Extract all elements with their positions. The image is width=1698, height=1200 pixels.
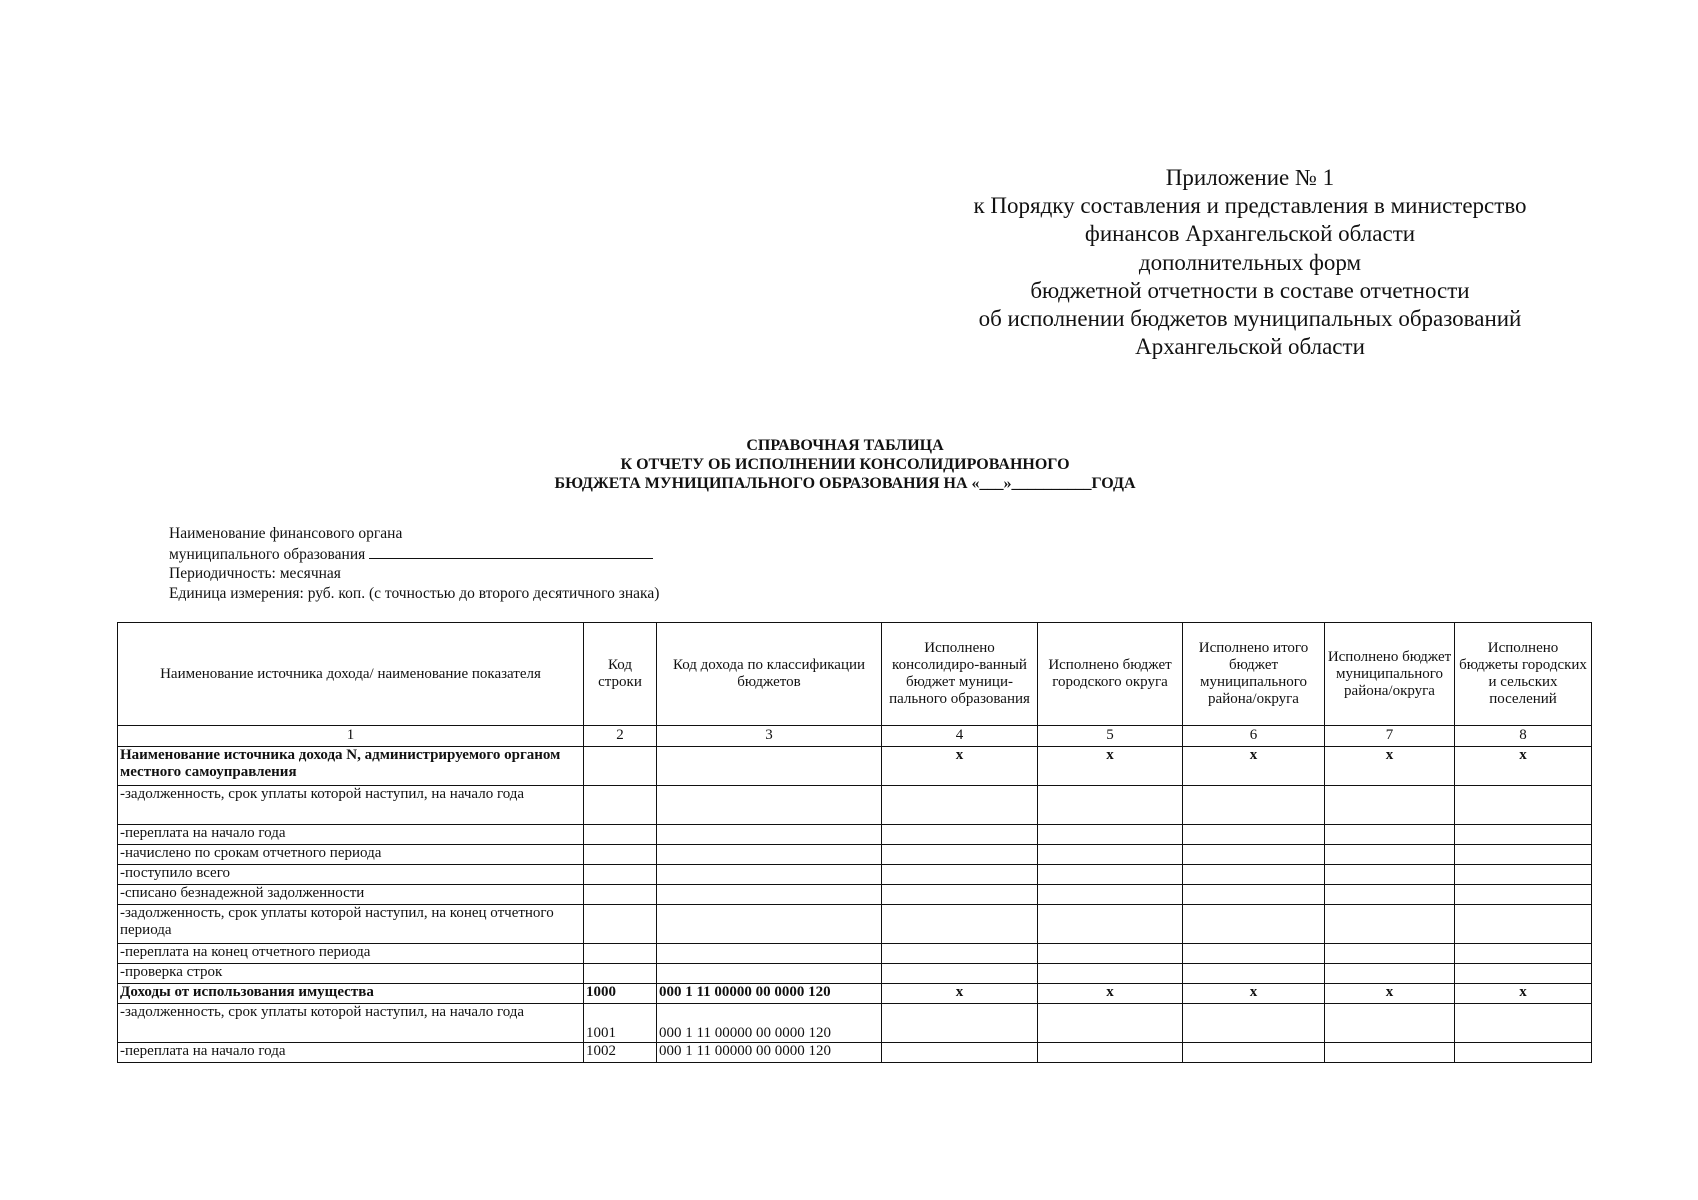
row-code[interactable] [584, 964, 657, 984]
cell-col7[interactable] [1325, 1043, 1455, 1063]
appendix-line: дополнительных форм [1138, 249, 1362, 275]
reference-table [117, 622, 1592, 1063]
appendix-line: бюджетной отчетности в составе отчетности [1030, 277, 1470, 303]
row-code: 1002 [584, 1043, 657, 1063]
row-kbk[interactable] [657, 786, 882, 825]
cell-col5[interactable] [1038, 1004, 1183, 1043]
row-kbk[interactable] [657, 964, 882, 984]
cell-col5[interactable] [1038, 885, 1183, 905]
row-name: -переплата на конец отчетного периода [118, 944, 584, 964]
row-code[interactable] [584, 865, 657, 885]
table-row [118, 984, 1592, 1004]
row-kbk[interactable] [657, 747, 882, 786]
row-name: -начислено по срокам отчетного периода [118, 845, 584, 865]
cell-col4[interactable] [882, 905, 1038, 944]
table-row [118, 786, 1592, 825]
col-header: Исполнено бюджеты городских и сельских поселений [1455, 623, 1592, 726]
row-code[interactable] [584, 845, 657, 865]
cell-col8[interactable] [1455, 825, 1592, 845]
cell-col5[interactable] [1038, 944, 1183, 964]
cell-col7[interactable] [1325, 845, 1455, 865]
col-header: Код дохода по классификации бюджетов [657, 623, 882, 726]
col-header: Код строки [584, 623, 657, 726]
cell-col8[interactable] [1455, 1004, 1592, 1043]
row-code: 1000 [584, 984, 657, 1004]
cell-col8[interactable] [1455, 964, 1592, 984]
cell-col4: х [882, 984, 1038, 1004]
cell-col6[interactable] [1183, 964, 1325, 984]
row-code[interactable] [584, 944, 657, 964]
col-header: Исполнено бюджет муниципального района/округа [1325, 623, 1455, 726]
cell-col6[interactable] [1183, 825, 1325, 845]
meta-municipality-label: муниципального образования [169, 545, 366, 563]
cell-col6[interactable] [1183, 1043, 1325, 1063]
table-row [118, 1004, 1592, 1043]
col-number: 2 [584, 726, 657, 747]
row-name: -задолженность, срок уплаты которой наступил, на начало года [118, 786, 584, 825]
row-name: -задолженность, срок уплаты которой наступил, на конец отчетного периода [118, 905, 584, 944]
cell-col6[interactable] [1183, 905, 1325, 944]
cell-col8[interactable] [1455, 865, 1592, 885]
col-header: Исполнено итого бюджет муниципального района/округа [1183, 623, 1325, 726]
col-number: 8 [1455, 726, 1592, 747]
row-name: Наименование источника дохода N, администрируемого органом местного самоуправления [118, 747, 584, 786]
cell-col6[interactable] [1183, 885, 1325, 905]
cell-col8: х [1455, 984, 1592, 1004]
row-kbk[interactable] [657, 865, 882, 885]
row-kbk[interactable] [657, 845, 882, 865]
cell-col5[interactable] [1038, 964, 1183, 984]
cell-col4[interactable] [882, 944, 1038, 964]
cell-col4: х [882, 747, 1038, 786]
cell-col7[interactable] [1325, 944, 1455, 964]
cell-col8[interactable] [1455, 905, 1592, 944]
col-number: 4 [882, 726, 1038, 747]
cell-col6[interactable] [1183, 865, 1325, 885]
cell-col8[interactable] [1455, 885, 1592, 905]
row-kbk: 000 1 11 00000 00 0000 120 [657, 984, 882, 1004]
cell-col5[interactable] [1038, 905, 1183, 944]
cell-col7[interactable] [1325, 786, 1455, 825]
table-row [118, 747, 1592, 786]
fill-in-line [369, 544, 653, 559]
row-name: -проверка строк [118, 964, 584, 984]
row-kbk[interactable] [657, 944, 882, 964]
meta-municipality-row [169, 544, 659, 565]
table-row [118, 905, 1592, 944]
cell-col8: х [1455, 747, 1592, 786]
col-header: Исполнено бюджет городского округа [1038, 623, 1183, 726]
title-line: К ОТЧЕТУ ОБ ИСПОЛНЕНИИ КОНСОЛИДИРОВАННОГО [620, 456, 1070, 473]
appendix-header [880, 164, 1620, 361]
document-title [400, 436, 1290, 493]
col-number: 1 [118, 726, 584, 747]
row-code[interactable] [584, 786, 657, 825]
cell-col5[interactable] [1038, 865, 1183, 885]
col-header: Наименование источника дохода/ наименование показателя [118, 623, 584, 726]
table-row [118, 944, 1592, 964]
cell-col4[interactable] [882, 786, 1038, 825]
cell-col5: х [1038, 747, 1183, 786]
cell-col7[interactable] [1325, 825, 1455, 845]
cell-col6: х [1183, 984, 1325, 1004]
cell-col4[interactable] [882, 825, 1038, 845]
row-code[interactable] [584, 747, 657, 786]
cell-col4[interactable] [882, 885, 1038, 905]
row-kbk[interactable] [657, 885, 882, 905]
col-number: 5 [1038, 726, 1183, 747]
appendix-line: финансов Архангельской области [1084, 221, 1416, 247]
cell-col6[interactable] [1183, 845, 1325, 865]
cell-col5[interactable] [1038, 1043, 1183, 1063]
appendix-line: к Порядку составления и представления в министерство [973, 193, 1527, 219]
table-header-row [118, 623, 1592, 726]
cell-col5[interactable] [1038, 825, 1183, 845]
cell-col4[interactable] [882, 1043, 1038, 1063]
row-name: -задолженность, срок уплаты которой наступил, на начало года [118, 1004, 584, 1043]
row-name: Доходы от использования имущества [118, 984, 584, 1004]
cell-col5[interactable] [1038, 786, 1183, 825]
cell-col5[interactable] [1038, 845, 1183, 865]
table-row [118, 964, 1592, 984]
appendix-line: об исполнении бюджетов муниципальных образований [978, 306, 1522, 332]
row-name: -переплата на начало года [118, 825, 584, 845]
row-kbk: 000 1 11 00000 00 0000 120 [657, 1004, 882, 1043]
cell-col8[interactable] [1455, 786, 1592, 825]
table-row [118, 845, 1592, 865]
appendix-line: Архангельской области [1135, 334, 1365, 360]
col-number: 3 [657, 726, 882, 747]
row-name: -поступило всего [118, 865, 584, 885]
cell-col7[interactable] [1325, 964, 1455, 984]
cell-col6[interactable] [1183, 944, 1325, 964]
row-kbk[interactable] [657, 825, 882, 845]
meta-periodicity: Периодичность: месячная [169, 565, 341, 582]
cell-col6[interactable] [1183, 786, 1325, 825]
col-number: 6 [1183, 726, 1325, 747]
meta-unit: Единица измерения: руб. коп. (с точностью до второго десятичного знака) [169, 584, 660, 602]
row-name: -списано безнадежной задолженности [118, 885, 584, 905]
col-header: Исполнено консолидиро-ванный бюджет муници-пального образования [882, 623, 1038, 726]
cell-col7: х [1325, 984, 1455, 1004]
cell-col8[interactable] [1455, 1043, 1592, 1063]
column-number-row [118, 726, 1592, 747]
cell-col7[interactable] [1325, 1004, 1455, 1043]
cell-col4[interactable] [882, 845, 1038, 865]
row-code[interactable] [584, 825, 657, 845]
col-number: 7 [1325, 726, 1455, 747]
cell-col8[interactable] [1455, 845, 1592, 865]
row-code[interactable] [584, 905, 657, 944]
meta-finance-body-label: Наименование финансового органа [169, 525, 403, 542]
cell-col4[interactable] [882, 1004, 1038, 1043]
appendix-line: Приложение № 1 [1165, 165, 1335, 190]
cell-col4[interactable] [882, 865, 1038, 885]
table-row [118, 885, 1592, 905]
row-code[interactable] [584, 885, 657, 905]
title-line: СПРАВОЧНАЯ ТАБЛИЦА [746, 437, 944, 454]
cell-col4[interactable] [882, 964, 1038, 984]
cell-col5: х [1038, 984, 1183, 1004]
cell-col7[interactable] [1325, 885, 1455, 905]
cell-col6[interactable] [1183, 1004, 1325, 1043]
cell-col7[interactable] [1325, 865, 1455, 885]
row-kbk: 000 1 11 00000 00 0000 120 [657, 1043, 882, 1063]
report-meta [169, 524, 659, 603]
table-row [118, 1043, 1592, 1063]
cell-col6: х [1183, 747, 1325, 786]
table-row [118, 825, 1592, 845]
row-kbk[interactable] [657, 905, 882, 944]
row-code: 1001 [584, 1004, 657, 1043]
cell-col7: х [1325, 747, 1455, 786]
cell-col7[interactable] [1325, 905, 1455, 944]
row-name: -переплата на начало года [118, 1043, 584, 1063]
table-row [118, 865, 1592, 885]
title-line: БЮДЖЕТА МУНИЦИПАЛЬНОГО ОБРАЗОВАНИЯ НА «___»__________ГОДА [554, 475, 1136, 492]
cell-col8[interactable] [1455, 944, 1592, 964]
